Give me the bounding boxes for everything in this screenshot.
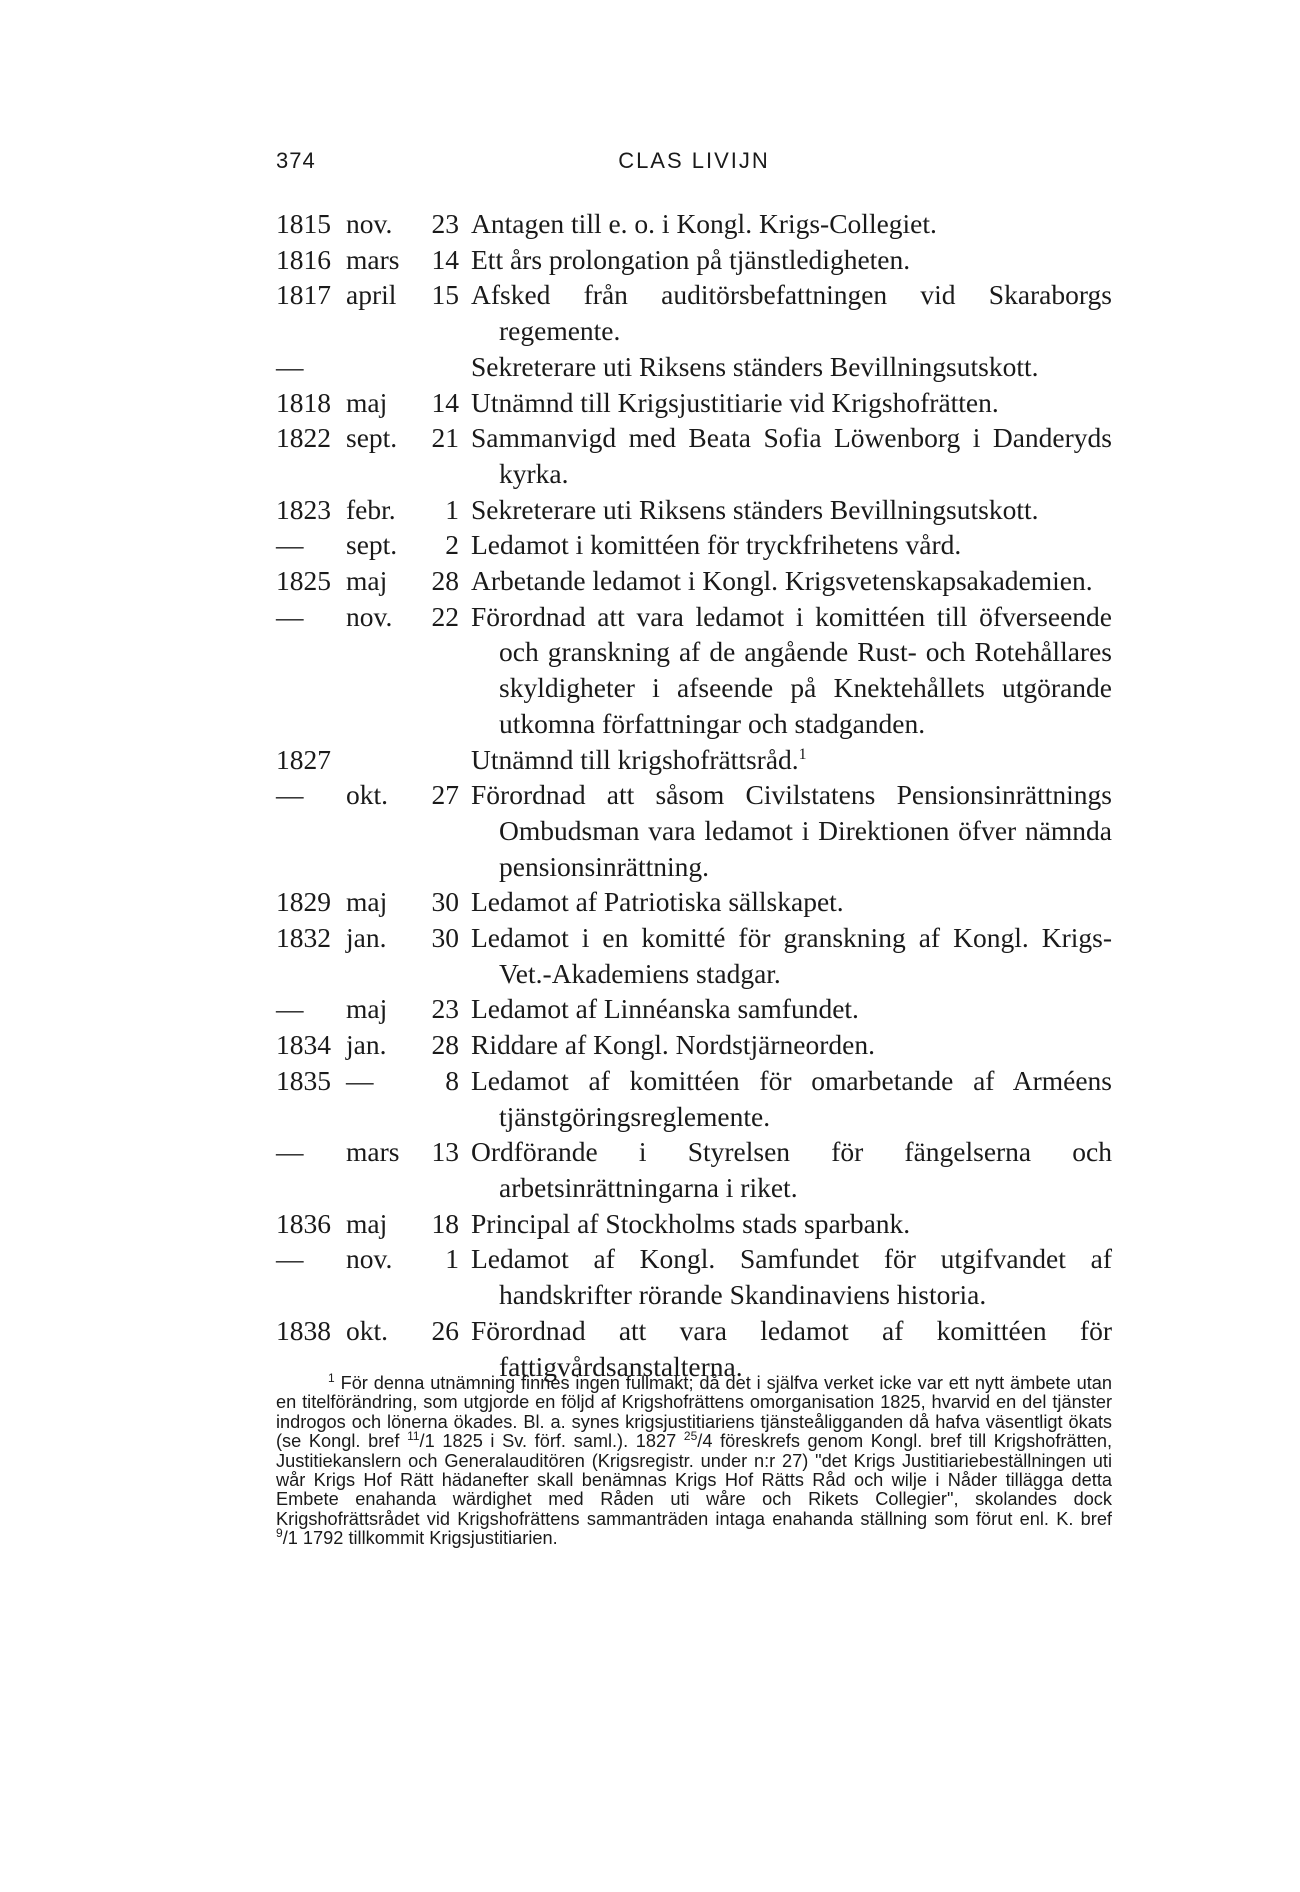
footnote-reference: 1 xyxy=(798,745,807,763)
entry-day: 30 xyxy=(431,922,459,954)
entry-month xyxy=(346,349,421,385)
footnote-fraction-numerator: 25 xyxy=(683,1429,698,1444)
chronology-entry xyxy=(276,385,1112,421)
entry-text: Utnämnd till krigshofrättsråd.$^1$ xyxy=(471,743,807,775)
entry-day xyxy=(421,349,471,385)
running-title: CLAS LIVIJN xyxy=(618,148,770,173)
entry-text: Ledamot i komittéen för tryckfrihetens vård. xyxy=(471,529,962,561)
entry-text: Sammanvigd med Beata Sofia Löwenborg i Danderyds kyrka. xyxy=(471,422,1112,489)
chronology-entry xyxy=(276,277,1112,348)
entry-year: 1818 xyxy=(276,386,331,418)
entry-year: — xyxy=(276,1243,304,1275)
chronology-list xyxy=(276,206,1112,1384)
entry-text: Afsked från auditörsbefattningen vid Skaraborgs regemente. xyxy=(471,279,1112,347)
entry-year: — xyxy=(276,993,304,1025)
entry-day: 18 xyxy=(431,1207,459,1239)
footnote-fraction-denominator: 1 xyxy=(287,1528,298,1549)
entry-year: 1836 xyxy=(276,1207,331,1239)
entry-month: — xyxy=(346,1064,374,1096)
entry-day: 23 xyxy=(431,993,459,1025)
entry-text: Ledamot af Linnéanska samfundet. xyxy=(471,993,859,1025)
chronology-entry xyxy=(276,349,1112,385)
footnote-text-4: 1792 tillkommit Krigsjustitiarien. xyxy=(297,1528,558,1549)
entry-day: 28 xyxy=(431,1029,459,1061)
footnote-text-1: För denna utnämning finnes ingen fullmakt; då det i själfva verket icke var ett nytt ämbete utan en titelförändring, som utgjorde en följd af Krigshofrättens omorganisation 1825, hvarvid en del tjänster indrogos och lönerna ökades. Bl. a. synes krigsjustitiariens tjänsteåligganden då hafva väsentligt ökats (se Kongl. bref xyxy=(276,1373,1112,1452)
footnote-fraction-numerator: 9 xyxy=(276,1526,283,1541)
entry-year: — xyxy=(276,779,304,811)
entry-month: maj xyxy=(346,386,388,418)
page-number: 374 xyxy=(276,148,316,173)
entry-month: maj xyxy=(346,886,388,918)
entry-text: Utnämnd till Krigsjustitiarie vid Krigshofrätten. xyxy=(471,386,999,418)
entry-day: 30 xyxy=(431,886,459,918)
chronology-entry xyxy=(276,1027,1112,1063)
entry-day: 15 xyxy=(431,279,459,311)
entry-text: Ett års prolongation på tjänstledigheten. xyxy=(471,243,911,275)
entry-day: 27 xyxy=(431,779,459,811)
entry-month: febr. xyxy=(346,493,396,525)
entry-text: Sekreterare uti Riksens ständers Bevillningsutskott. xyxy=(471,350,1039,382)
entry-day: 14 xyxy=(431,386,459,418)
footnote: $^1$ För denna utnämning finnes ingen fullmakt; då det i själfva verket icke var ett nytt ämbete utan en titelförändring, som utgjorde en följd af Krigshofrättens omorganisation 1825, hvarvid en del tjänster indrogos och lönerna ökades. Bl. a. synes krigsjustitiariens tjänsteåligganden då hafva väsentligt ökats (se Kongl. bref $^{11}$/1 1825 i Sv. förf. saml.). 1827 $^{25}$/4 föreskrefs genom Kongl. bref till Krigshofrätten, Justitiekanslern och Generalauditören (Krigsregistr. under n:r 27) "det Krigs Justitiariebeställningen uti wår Krigs Hof Rätt hädanefter skall benämnas Krigs Hof Rätts Råd och wilje i Nåder tillägga detta Embete enahanda wärdighet med Råden uti wåre och Rikets Collegier", skolandes dock Krigshofrättsrådet vid Krigshofrättens sammanträden intaga enahanda ställning som förut enl. K. bref $^9$/1 1792 tillkommit Krigsjustitiarien. xyxy=(276,1370,1113,1549)
chronology-entry xyxy=(276,1134,1112,1205)
chronology-entry xyxy=(276,991,1112,1027)
entry-day: 8 xyxy=(445,1064,459,1096)
entry-year: 1817 xyxy=(276,279,331,311)
footnote-fraction-denominator: 1 xyxy=(424,1431,435,1452)
entry-month: mars xyxy=(346,1136,400,1168)
footnote-marker: 1 xyxy=(328,1370,335,1385)
entry-month: okt. xyxy=(346,779,389,811)
chronology-entry xyxy=(276,599,1112,742)
entry-month: maj xyxy=(346,565,388,597)
chronology-entry xyxy=(276,920,1112,991)
entry-year: 1838 xyxy=(276,1314,331,1346)
entry-text: Förordnad att vara ledamot af komittéen för fattigvårdsanstalterna. xyxy=(471,1314,1112,1382)
entry-text: Ledamot af komittéen för omarbetande af Arméens tjänstgöringsreglemente. xyxy=(471,1064,1112,1132)
footnote-fraction-denominator: 4 xyxy=(702,1431,713,1452)
entry-text: Förordnad att såsom Civilstatens Pensionsinrättnings Ombudsman vara ledamot i Direktionen öfver nämnda pensionsinrättning. xyxy=(471,779,1112,882)
entry-text: Förordnad att vara ledamot i komittéen till öfverseende och granskning af de angående Rust- och Rotehållares skyldigheter i afseende på Knektehållets utgörande utkomna författningar och stadganden. xyxy=(471,600,1112,739)
entry-day: 28 xyxy=(431,565,459,597)
entry-month: nov. xyxy=(346,1243,393,1275)
entry-day xyxy=(421,742,471,778)
entry-day: 23 xyxy=(431,208,459,239)
entry-text: Ordförande i Styrelsen för fängelserna och arbetsinrättningarna i riket. xyxy=(471,1136,1112,1203)
entry-year: 1832 xyxy=(276,922,331,954)
entry-text: Riddare af Kongl. Nordstjärneorden. xyxy=(471,1029,875,1061)
chronology-entry xyxy=(276,1206,1112,1242)
entry-month: mars xyxy=(346,243,400,275)
entry-month: okt. xyxy=(346,1314,389,1346)
entry-year: 1823 xyxy=(276,493,331,525)
entry-text: Ledamot af Kongl. Samfundet för utgifvandet af handskrifter rörande Skandinaviens historia. xyxy=(471,1243,1112,1311)
chronology-entry xyxy=(276,1241,1112,1312)
entry-month: april xyxy=(346,279,397,311)
entry-text: Principal af Stockholms stads sparbank. xyxy=(471,1207,911,1239)
entry-day: 2 xyxy=(445,529,459,561)
entry-text: Sekreterare uti Riksens ständers Bevillningsutskott. xyxy=(471,493,1039,525)
entry-day: 13 xyxy=(431,1136,459,1168)
entry-year: 1834 xyxy=(276,1029,331,1061)
entry-month: maj xyxy=(346,993,388,1025)
footnote-text-3: föreskrefs genom Kongl. bref till Krigshofrätten, Justitiekanslern och Generalauditören (Krigsregistr. under n:r 27) "det Krigs Justitiariebeställningen uti wår Krigs Hof Rätt hädanefter skall benämnas Krigs Hof Rätts Råd och wilje i Nåder tillägga detta Embete enahanda wärdighet med Råden uti wåre och Rikets Collegier", skolandes dock Krigshofrättsrådet vid Krigshofrättens sammanträden intaga enahanda ställning som förut enl. K. bref xyxy=(276,1431,1113,1529)
chronology-entry xyxy=(276,206,1112,242)
chronology-entry xyxy=(276,527,1112,563)
entry-year: — xyxy=(276,529,304,561)
entry-year: — xyxy=(276,350,304,382)
entry-text: Ledamot i en komitté för granskning af Kongl. Krigs-Vet.-Akademiens stadgar. xyxy=(471,922,1112,989)
entry-day: 26 xyxy=(431,1314,459,1346)
chronology-entry xyxy=(276,1063,1112,1134)
chronology-entry xyxy=(276,563,1112,599)
entry-text: Antagen till e. o. i Kongl. Krigs-Collegiet. xyxy=(471,208,937,239)
entry-month xyxy=(346,742,421,778)
entry-text: Ledamot af Patriotiska sällskapet. xyxy=(471,886,844,918)
entry-month: jan. xyxy=(346,922,387,954)
footnote-text-2: 1825 i Sv. förf. saml.). 1827 xyxy=(434,1431,684,1452)
entry-day: 1 xyxy=(445,1243,459,1275)
entry-year: 1816 xyxy=(276,243,331,275)
entry-day: 1 xyxy=(445,493,459,525)
entry-year: — xyxy=(276,600,304,632)
entry-month: maj xyxy=(346,1207,388,1239)
entry-day: 22 xyxy=(431,600,459,632)
entry-month: nov. xyxy=(346,208,393,239)
entry-year: 1825 xyxy=(276,565,331,597)
entry-month: sept. xyxy=(346,422,398,454)
entry-day: 21 xyxy=(431,422,459,454)
entry-text: Arbetande ledamot i Kongl. Krigsvetenskapsakademien. xyxy=(471,565,1093,597)
chronology-entry xyxy=(276,777,1112,884)
entry-day: 14 xyxy=(431,243,459,275)
entry-year: 1822 xyxy=(276,422,331,454)
entry-year: 1829 xyxy=(276,886,331,918)
page-header xyxy=(276,148,1112,182)
entry-month: nov. xyxy=(346,600,393,632)
footnote-fraction-numerator: 11 xyxy=(407,1429,420,1444)
chronology-entry xyxy=(276,242,1112,278)
entry-month: sept. xyxy=(346,529,398,561)
entry-year: 1835 xyxy=(276,1064,331,1096)
chronology-entry xyxy=(276,742,1112,778)
entry-year: 1815 xyxy=(276,208,331,239)
entry-year: 1827 xyxy=(276,743,331,775)
chronology-entry xyxy=(276,420,1112,491)
chronology-entry xyxy=(276,492,1112,528)
entry-month: jan. xyxy=(346,1029,387,1061)
chronology-entry xyxy=(276,884,1112,920)
entry-year: — xyxy=(276,1136,304,1168)
